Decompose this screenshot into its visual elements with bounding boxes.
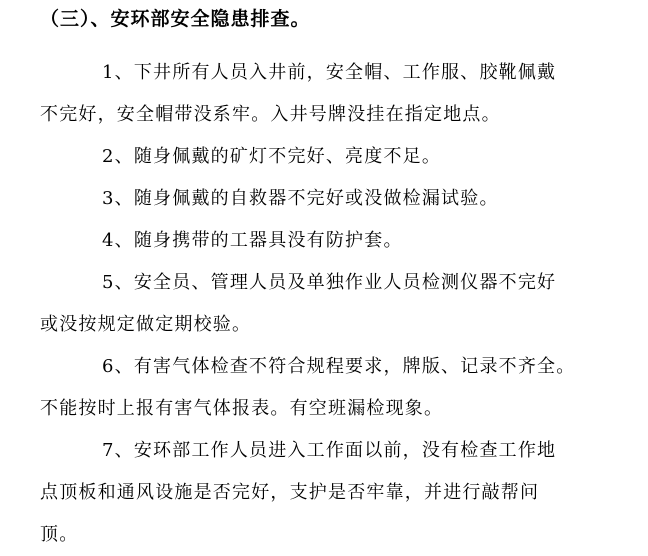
list-item-6-line-2: 不能按时上报有害气体报表。有空班漏检现象。: [40, 398, 444, 419]
list-item-3-line-1: 3、随身佩戴的自救器不完好或没做检漏试验。: [102, 188, 499, 209]
list-item-7-line-1: 7、安环部工作人员进入工作面以前，没有检查工作地: [102, 440, 557, 461]
list-item-1-line-1: 1、下井所有人员入井前，安全帽、工作服、胶靴佩戴: [102, 62, 557, 83]
list-item-5-line-1: 5、安全员、管理人员及单独作业人员检测仪器不完好: [102, 272, 557, 293]
list-item-7-line-2: 点顶板和通风设施是否完好，支护是否牢靠，并进行敲帮问: [40, 482, 540, 503]
section-heading: （三）、安环部安全隐患排查。: [40, 8, 311, 30]
list-item-3: [40, 178, 600, 220]
list-item-1: [40, 52, 600, 136]
list-item-7-line-3: 顶。: [40, 524, 79, 545]
list-item-4: [40, 220, 600, 262]
list-item-4-line-1: 4、随身携带的工器具没有防护套。: [102, 230, 403, 251]
list-item-2: [40, 136, 600, 178]
list-item-6-line-1: 6、有害气体检查不符合规程要求，牌版、记录不齐全。: [102, 356, 576, 377]
list-item-5: [40, 262, 600, 346]
list-item-2-line-1: 2、随身佩戴的矿灯不完好、亮度不足。: [102, 146, 442, 167]
list-item-1-line-2: 不完好，安全帽带没系牢。入井号牌没挂在指定地点。: [40, 104, 501, 125]
list-item-5-line-2: 或没按规定做定期校验。: [40, 314, 252, 335]
list-item-6: [40, 346, 600, 430]
list-item-7: [40, 430, 600, 556]
